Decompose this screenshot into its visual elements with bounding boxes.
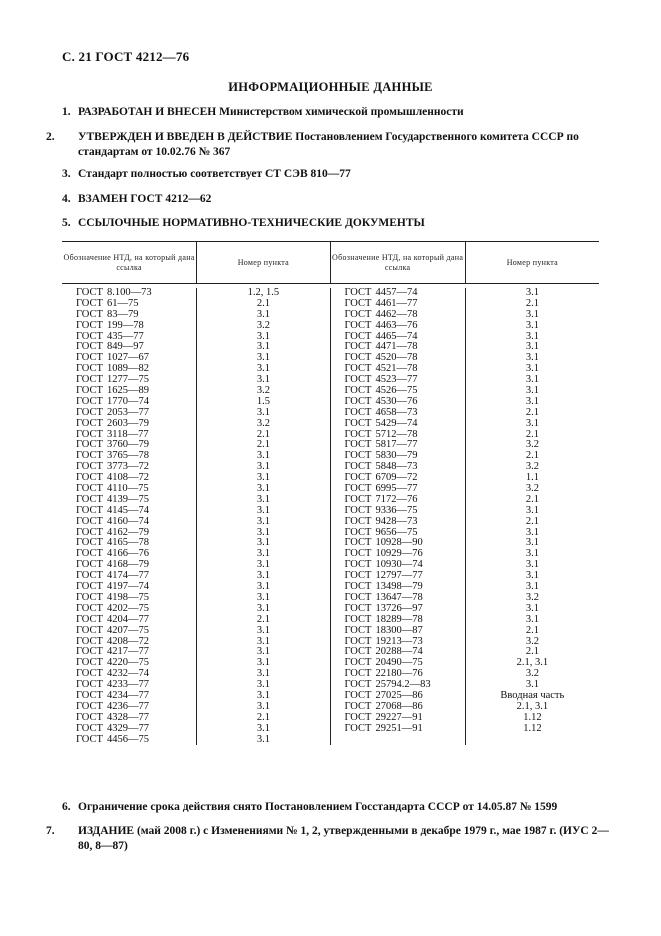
doc-number: 29251—91: [375, 722, 423, 734]
gost-prefix: ГОСТ: [76, 646, 103, 658]
doc-number: 10930—74: [375, 559, 423, 571]
point-number-cell: 2.1: [525, 515, 539, 527]
point-number-cell: 3.1: [256, 406, 270, 418]
doc-number: 4165—78: [107, 537, 149, 549]
gost-prefix: ГОСТ: [344, 602, 372, 614]
item-lead: УТВЕРЖДЕН И ВВЕДЕН В ДЕЙСТВИЕ: [78, 131, 293, 143]
point-number-cell: 3.1: [525, 537, 539, 549]
gost-prefix: ГОСТ: [344, 330, 372, 342]
item-number: 6.: [62, 801, 71, 813]
gost-prefix: ГОСТ: [344, 548, 372, 560]
point-number-cell: 3.1: [525, 308, 539, 320]
gost-prefix: ГОСТ: [76, 341, 103, 353]
doc-number: 4463—76: [375, 319, 418, 331]
point-number-cell: 3.1: [256, 330, 270, 342]
doc-number: 4220—75: [107, 657, 149, 669]
item-lead: ВЗАМЕН ГОСТ 4212—62: [78, 193, 212, 205]
gost-prefix: ГОСТ: [344, 374, 372, 386]
doc-number: 18289—78: [375, 613, 423, 625]
point-number-cell: 3.1: [525, 526, 539, 538]
gost-prefix: ГОСТ: [76, 679, 103, 691]
doc-number: 1027—67: [107, 352, 149, 364]
point-number-cell: 2.1: [525, 406, 539, 418]
page-header: С. 21 ГОСТ 4212—76: [62, 49, 190, 64]
info-item-1: [62, 105, 607, 120]
doc-number: 12797—77: [375, 570, 423, 582]
point-number-cell: 3.1: [525, 679, 539, 691]
point-number-cell: Вводная часть: [500, 689, 565, 701]
gost-prefix: ГОСТ: [76, 602, 103, 614]
point-number-cell: 3.1: [256, 646, 270, 658]
doc-number: 27068—86: [375, 700, 423, 712]
doc-number: 4198—75: [107, 591, 149, 603]
point-number-cell: 2.1: [256, 613, 270, 625]
gost-prefix: ГОСТ: [344, 439, 372, 451]
point-number-cell: 3.1: [256, 493, 270, 505]
gost-prefix: ГОСТ: [344, 428, 372, 440]
doc-number: 13726—97: [375, 602, 423, 614]
doc-number: 4139—75: [107, 493, 149, 505]
point-number-cell: 3.1: [256, 374, 270, 386]
point-number-cell: 3.1: [256, 591, 270, 603]
gost-prefix: ГОСТ: [344, 341, 372, 353]
doc-number: 5712—78: [375, 428, 418, 440]
gost-prefix: ГОСТ: [76, 363, 103, 375]
point-number-cell: 3.1: [525, 363, 539, 375]
doc-number: 4166—76: [107, 548, 149, 560]
doc-number: 9336—75: [375, 504, 418, 516]
doc-number: 4236—77: [107, 700, 149, 712]
point-number-cell: 2.1: [525, 450, 539, 462]
point-number-cell: 3.1: [256, 700, 270, 712]
point-number-cell: 3.1: [525, 330, 539, 342]
gost-prefix: ГОСТ: [344, 385, 372, 397]
gost-prefix: ГОСТ: [76, 570, 103, 582]
gost-prefix: ГОСТ: [76, 548, 103, 560]
doc-number: 13647—78: [375, 591, 423, 603]
doc-number: 10929—76: [375, 548, 423, 560]
point-number-cell: 1.1: [525, 472, 539, 484]
point-number-cell: 2.1: [525, 297, 539, 309]
gost-prefix: ГОСТ: [344, 319, 372, 331]
point-number-cell: 3.1: [525, 352, 539, 364]
doc-number: 4526—75: [375, 385, 418, 397]
doc-number: 4232—74: [107, 668, 149, 680]
doc-number: 4217—77: [107, 646, 149, 658]
doc-number: 3118—77: [107, 428, 149, 440]
gost-prefix: ГОСТ: [344, 308, 372, 320]
point-number-cell: 3.1: [256, 308, 270, 320]
doc-number: 1625—89: [107, 385, 149, 397]
gost-prefix: ГОСТ: [344, 613, 372, 625]
point-number-cell: 3.1: [256, 515, 270, 527]
point-number-cell: 2.1: [525, 493, 539, 505]
point-number-cell: 3.2: [525, 591, 539, 603]
gost-prefix: ГОСТ: [76, 537, 103, 549]
point-number-cell: 3.1: [256, 548, 270, 560]
point-number-cell: 3.1: [256, 559, 270, 571]
point-number-cell: 3.1: [256, 341, 270, 353]
point-number-cell: 3.1: [525, 395, 539, 407]
doc-number: 4328—77: [107, 711, 149, 723]
gost-prefix: ГОСТ: [344, 450, 372, 462]
point-number-cell: 2.1: [525, 428, 539, 440]
point-number-cell: 3.1: [256, 657, 270, 669]
point-number-cell: 3.1: [256, 602, 270, 614]
gost-prefix: ГОСТ: [344, 591, 372, 603]
point-number-cell: 1.12: [523, 711, 542, 723]
table-header: [62, 242, 599, 284]
doc-number: 4145—74: [107, 504, 149, 516]
gost-prefix: ГОСТ: [344, 689, 372, 701]
gost-prefix: ГОСТ: [344, 483, 372, 495]
point-number-cell: 1.5: [256, 395, 270, 407]
doc-number: 6995—77: [375, 483, 418, 495]
info-item-5: [62, 216, 607, 231]
point-number-cell: 3.2: [525, 635, 539, 647]
gost-prefix: ГОСТ: [76, 319, 103, 331]
doc-number: 13498—79: [375, 581, 423, 593]
doc-number: 7172—76: [375, 493, 418, 505]
point-number-cell: 2.1: [525, 646, 539, 658]
item-lead: ССЫЛОЧНЫЕ НОРМАТИВНО-ТЕХНИЧЕСКИЕ ДОКУМЕНТЫ: [78, 217, 425, 229]
info-item-6: [62, 800, 607, 815]
gost-prefix: ГОСТ: [76, 395, 103, 407]
gost-prefix: ГОСТ: [76, 613, 103, 625]
gost-prefix: ГОСТ: [344, 395, 372, 407]
doc-number: 4465—74: [375, 330, 418, 342]
gost-prefix: ГОСТ: [344, 287, 372, 298]
point-number-cell: 3.1: [525, 504, 539, 516]
point-number-cell: 3.1: [256, 483, 270, 495]
gost-prefix: ГОСТ: [344, 581, 372, 593]
doc-number: 10928—90: [375, 537, 423, 549]
point-number-cell: 3.2: [525, 668, 539, 680]
gost-prefix: ГОСТ: [76, 515, 103, 527]
gost-prefix: ГОСТ: [76, 385, 103, 397]
item-lead: ИЗДАНИЕ (май 2008 г.) с Изменениями № 1, 2, утвержденными в декабре 1979 г., мае 1987 г. (ИУС 2—80, 8—87): [78, 825, 609, 852]
gost-prefix: ГОСТ: [344, 352, 372, 364]
doc-number: 4162—79: [107, 526, 149, 538]
gost-prefix: ГОСТ: [344, 526, 372, 538]
page-title: ИНФОРМАЦИОННЫЕ ДАННЫЕ: [228, 80, 433, 94]
point-number-cell: 3.1: [256, 581, 270, 593]
item-text: Министерством химической промышленности: [216, 106, 464, 118]
point-number-cell: 3.1: [256, 352, 270, 364]
doc-number: 5830—79: [375, 450, 418, 462]
gost-prefix: ГОСТ: [344, 537, 372, 549]
doc-designation-cell: [62, 735, 196, 746]
doc-number: 3760—79: [107, 439, 149, 451]
gost-prefix: ГОСТ: [76, 668, 103, 680]
point-number-cell: 3.1: [256, 679, 270, 691]
point-number-cell: 3.1: [525, 374, 539, 386]
doc-number: 4520—78: [375, 352, 418, 364]
gost-prefix: ГОСТ: [76, 374, 103, 386]
point-number-cell: 2.1: [256, 711, 270, 723]
doc-number: 4160—74: [107, 515, 149, 527]
item-number: 4.: [62, 193, 71, 205]
gost-prefix: ГОСТ: [76, 439, 103, 451]
point-number-cell: 1.12: [523, 722, 542, 734]
doc-number: 4530—76: [375, 395, 418, 407]
gost-prefix: ГОСТ: [76, 689, 103, 701]
doc-number: 22180—76: [375, 668, 423, 680]
gost-prefix: ГОСТ: [76, 559, 103, 571]
point-number-cell: 3.1: [525, 385, 539, 397]
point-number-cell: 1.2, 1.5: [247, 287, 280, 298]
point-number-cell: 2.1: [525, 624, 539, 636]
doc-number: 4168—79: [107, 559, 149, 571]
doc-number: 4202—75: [107, 602, 149, 614]
point-number-cell: 3.1: [256, 450, 270, 462]
header-point-number-right: Номер пункта: [465, 242, 599, 283]
doc-number: 4197—74: [107, 581, 149, 593]
point-number-cell: 3.1: [525, 548, 539, 560]
right-point-column: [465, 288, 599, 745]
doc-number: 9656—75: [375, 526, 418, 538]
doc-number: 4174—77: [107, 570, 149, 582]
point-number-cell: 2.1: [256, 297, 270, 309]
gost-prefix: ГОСТ: [344, 493, 372, 505]
item-number: 7.: [46, 825, 55, 837]
doc-number: 19213—73: [375, 635, 423, 647]
doc-number: 8.100—73: [107, 287, 152, 298]
table-body: [62, 284, 599, 745]
gost-prefix: ГОСТ: [76, 635, 103, 647]
header-point-number-left: Номер пункта: [196, 242, 329, 283]
doc-number: 4523—77: [375, 374, 418, 386]
doc-number: 199—78: [107, 319, 144, 331]
doc-number: 4521—78: [375, 363, 418, 375]
point-number-cell: 3.1: [525, 602, 539, 614]
doc-number: 4204—77: [107, 613, 149, 625]
doc-number: 435—77: [107, 330, 144, 342]
gost-prefix: ГОСТ: [76, 450, 103, 462]
gost-prefix: ГОСТ: [344, 679, 372, 691]
header-doc-designation-right: Обозначение НТД, на который дана ссылка: [330, 242, 465, 283]
info-item-3: [62, 167, 607, 182]
point-number-cell: 3.1: [525, 319, 539, 331]
point-number-cell: 3.1: [525, 613, 539, 625]
doc-designation-cell: [331, 724, 465, 735]
point-number-cell: 2.1, 3.1: [516, 657, 549, 669]
doc-number: 18300—87: [375, 624, 423, 636]
doc-number: 6709—72: [375, 472, 418, 484]
point-number-cell: 3.1: [256, 722, 270, 734]
gost-prefix: ГОСТ: [344, 472, 372, 484]
doc-number: 5848—73: [375, 461, 418, 473]
point-number-cell: 3.1: [256, 537, 270, 549]
gost-prefix: ГОСТ: [76, 297, 103, 309]
point-number-cell: 3.1: [256, 668, 270, 680]
doc-number: 83—79: [107, 308, 139, 320]
gost-prefix: ГОСТ: [344, 559, 372, 571]
doc-number: 4108—72: [107, 472, 149, 484]
gost-prefix: ГОСТ: [76, 352, 103, 364]
gost-prefix: ГОСТ: [76, 330, 103, 342]
header-doc-designation-left: Обозначение НТД, на который дана ссылка: [63, 252, 195, 272]
doc-number: 4471—78: [375, 341, 418, 353]
doc-number: 4462—78: [375, 308, 418, 320]
info-item-2: [46, 130, 623, 160]
doc-number: 3765—78: [107, 450, 149, 462]
gost-prefix: ГОСТ: [76, 472, 103, 484]
point-number-cell: 3.2: [525, 439, 539, 451]
doc-number: 4208—72: [107, 635, 149, 647]
item-text: Постановлением Государственного комитета СССР по стандартам от 10.02.76 № 367: [78, 131, 579, 158]
doc-number: 4461—77: [375, 297, 418, 309]
gost-prefix: ГОСТ: [344, 363, 372, 375]
point-number-cell: 3.1: [256, 504, 270, 516]
doc-number: 4457—74: [375, 287, 418, 298]
gost-prefix: ГОСТ: [344, 635, 372, 647]
point-number-cell: 3.1: [525, 570, 539, 582]
gost-prefix: ГОСТ: [76, 461, 103, 473]
item-number: 1.: [62, 106, 71, 118]
doc-number: 25794.2—83: [375, 679, 431, 691]
item-lead: Ограничение срока действия снято Постановлением Госстандарта СССР от 14.05.87 № 1599: [78, 801, 558, 813]
info-item-4: [62, 192, 607, 207]
point-number-cell: 3.2: [525, 461, 539, 473]
point-number-cell: 3.2: [256, 385, 270, 397]
point-number-cell: 2.1: [256, 439, 270, 451]
gost-prefix: ГОСТ: [344, 722, 372, 734]
gost-prefix: ГОСТ: [76, 733, 103, 745]
gost-prefix: ГОСТ: [76, 624, 103, 636]
gost-prefix: ГОСТ: [76, 287, 103, 298]
doc-number: 1277—75: [107, 374, 149, 386]
item-lead: Стандарт полностью соответствует СТ СЭВ 810—77: [78, 168, 351, 180]
gost-prefix: ГОСТ: [76, 700, 103, 712]
gost-prefix: ГОСТ: [76, 657, 103, 669]
gost-prefix: ГОСТ: [76, 308, 103, 320]
gost-prefix: ГОСТ: [76, 526, 103, 538]
item-number: 5.: [62, 217, 71, 229]
gost-prefix: ГОСТ: [76, 581, 103, 593]
gost-prefix: ГОСТ: [344, 646, 372, 658]
point-number-cell: 3.2: [525, 483, 539, 495]
gost-prefix: ГОСТ: [76, 504, 103, 516]
point-number-cell: 3.1: [256, 526, 270, 538]
doc-number: 1770—74: [107, 395, 149, 407]
point-number-cell: 3.1: [525, 341, 539, 353]
doc-number: 2603—79: [107, 417, 149, 429]
point-number-cell: 2.1, 3.1: [516, 700, 549, 712]
doc-number: 849—97: [107, 341, 144, 353]
point-number-cell: 3.1: [525, 559, 539, 571]
point-number-cell: 3.1: [525, 287, 539, 298]
gost-prefix: ГОСТ: [344, 461, 372, 473]
point-number-cell: 3.1: [256, 472, 270, 484]
point-number-cell: 3.1: [525, 417, 539, 429]
reference-documents-table: [62, 241, 599, 745]
point-number-cell: 3.1: [525, 581, 539, 593]
right-doc-column: [330, 288, 465, 745]
point-number-cell: 3.1: [256, 363, 270, 375]
doc-number: 3773—72: [107, 461, 149, 473]
doc-number: 1089—82: [107, 363, 149, 375]
info-item-7: [46, 824, 623, 854]
item-lead: РАЗРАБОТАН И ВНЕСЕН: [78, 106, 217, 118]
point-number-cell: 3.1: [256, 733, 270, 745]
point-number-cell: 3.1: [256, 570, 270, 582]
gost-prefix: ГОСТ: [344, 668, 372, 680]
gost-prefix: ГОСТ: [76, 483, 103, 495]
point-number-cell: 3.2: [256, 417, 270, 429]
doc-number: 4456—75: [107, 733, 149, 745]
gost-prefix: ГОСТ: [76, 406, 103, 418]
gost-prefix: ГОСТ: [344, 515, 372, 527]
gost-prefix: ГОСТ: [76, 493, 103, 505]
gost-prefix: ГОСТ: [344, 657, 372, 669]
gost-prefix: ГОСТ: [344, 711, 372, 723]
gost-prefix: ГОСТ: [344, 297, 372, 309]
doc-number: 4207—75: [107, 624, 149, 636]
item-number: 2.: [46, 131, 55, 143]
doc-number: 61—75: [107, 297, 139, 309]
doc-number: 4329—77: [107, 722, 149, 734]
point-number-cell: 3.1: [256, 624, 270, 636]
gost-prefix: ГОСТ: [344, 417, 372, 429]
point-number-cell: 3.1: [256, 461, 270, 473]
point-number-cell: 3.2: [256, 319, 270, 331]
doc-number: 9428—73: [375, 515, 418, 527]
gost-prefix: ГОСТ: [76, 591, 103, 603]
gost-prefix: ГОСТ: [344, 570, 372, 582]
item-number: 3.: [62, 168, 71, 180]
gost-prefix: ГОСТ: [76, 428, 103, 440]
doc-number: 4234—77: [107, 689, 149, 701]
gost-prefix: ГОСТ: [76, 722, 103, 734]
doc-number: 29227—91: [375, 711, 423, 723]
gost-prefix: ГОСТ: [76, 417, 103, 429]
doc-number: 4110—75: [107, 483, 149, 495]
doc-number: 4233—77: [107, 679, 149, 691]
gost-prefix: ГОСТ: [344, 406, 372, 418]
point-number-cell: 2.1: [256, 428, 270, 440]
left-doc-column: [62, 288, 196, 745]
doc-number: 20288—74: [375, 646, 423, 658]
doc-number: 27025—86: [375, 689, 423, 701]
doc-number: 20490—75: [375, 657, 423, 669]
point-number-cell: 3.1: [256, 635, 270, 647]
gost-prefix: ГОСТ: [344, 504, 372, 516]
gost-prefix: ГОСТ: [344, 700, 372, 712]
left-point-column: [196, 288, 329, 745]
doc-number: 2053—77: [107, 406, 149, 418]
gost-prefix: ГОСТ: [76, 711, 103, 723]
doc-number: 5429—74: [375, 417, 418, 429]
doc-number: 5817—77: [375, 439, 418, 451]
gost-prefix: ГОСТ: [344, 624, 372, 636]
doc-number: 4658—73: [375, 406, 418, 418]
point-number-cell: 3.1: [256, 689, 270, 701]
